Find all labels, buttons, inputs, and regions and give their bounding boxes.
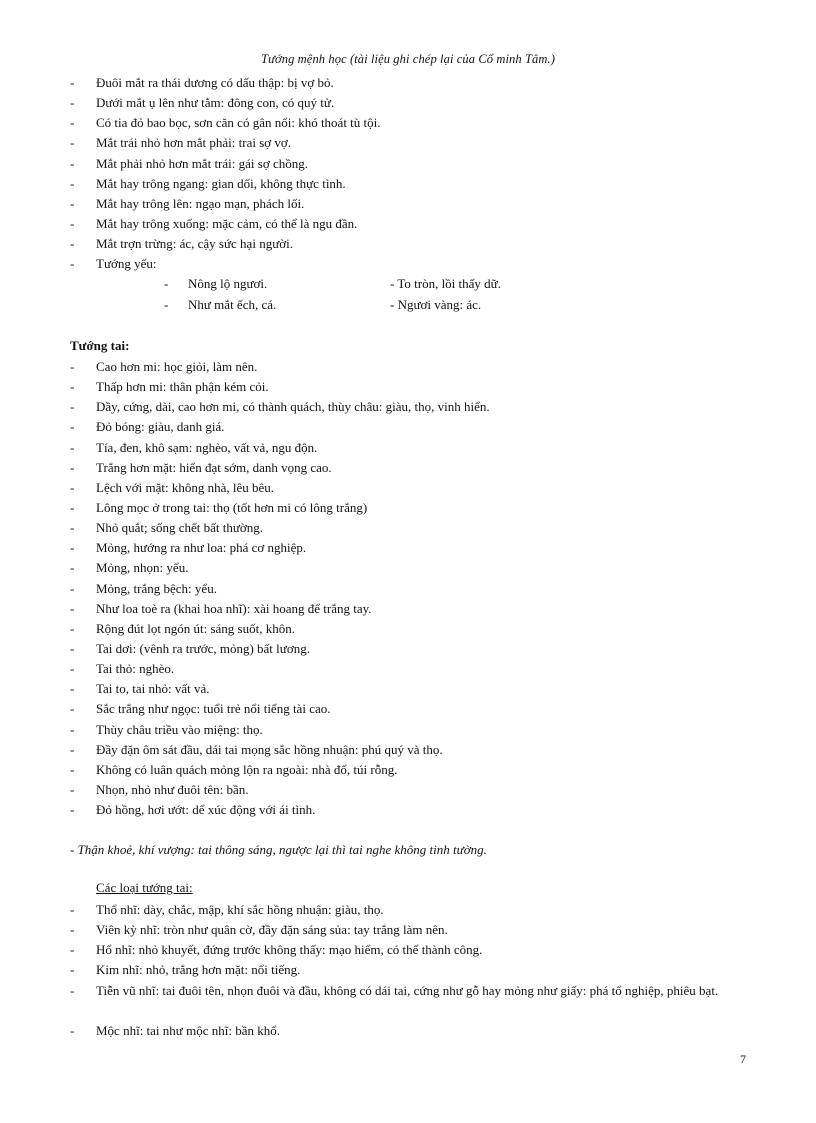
list-item	[0, 518, 816, 538]
bullet-dash: -	[70, 479, 75, 495]
list-item	[0, 458, 816, 478]
list-item	[0, 780, 816, 800]
bullet-dash: -	[70, 962, 75, 978]
bullet-dash: -	[70, 459, 75, 475]
weak-sign-row	[0, 295, 816, 315]
list-item-text: Mắt hay trông ngang: gian dối, không thực tình.	[96, 175, 346, 191]
list-item-text: Kim nhĩ: nhỏ, trắng hơn mặt: nổi tiếng.	[96, 962, 301, 978]
list-item	[0, 93, 816, 113]
bullet-dash: -	[164, 296, 169, 312]
bullet-dash: -	[70, 922, 75, 938]
list-item-text: Nhỏ quắt; sống chết bất thường.	[96, 520, 264, 536]
ears-section-heading: Tướng tai:	[70, 338, 130, 353]
kidney-note: - Thận khoẻ, khí vượng: tai thông sáng, ngược lại thì tai nghe không tinh tường.	[70, 842, 487, 857]
list-item-text: Rộng đút lọt ngón út: sáng suốt, khôn.	[96, 620, 295, 636]
list-item	[0, 397, 816, 417]
bullet-dash: -	[70, 399, 75, 415]
list-item-text: Tai to, tai nhỏ: vất vả.	[96, 681, 210, 697]
list-item	[0, 720, 816, 740]
bullet-dash: -	[70, 781, 75, 797]
bullet-dash: -	[70, 195, 75, 211]
list-item-text: Thổ nhĩ: dày, chắc, mập, khí sắc hồng nhuận: giàu, thọ.	[96, 902, 384, 917]
list-item-text: Mỏng, trắng bệch: yểu.	[96, 580, 217, 596]
list-item	[0, 699, 816, 719]
bullet-dash: -	[70, 600, 75, 616]
list-item-text: Tướng yếu:	[96, 256, 157, 272]
list-item	[0, 960, 816, 980]
list-item	[0, 981, 816, 1021]
list-item	[0, 113, 816, 133]
page-number: 7	[740, 1052, 746, 1066]
list-item	[0, 377, 816, 397]
list-item-text: Thùy châu triều vào miệng: thọ.	[96, 721, 263, 737]
bullet-dash: -	[70, 520, 75, 536]
list-item-text: Mắt trái nhỏ hơn mắt phải: trai sợ vợ.	[96, 135, 292, 151]
list-item-text: Đỏ hồng, hơi ướt: dể xúc động với ái tình.	[96, 802, 316, 818]
list-item-text: Tiễn vũ nhĩ: tai đuôi tên, nhọn đuôi và đầu, không có dái tai, cứng như gỗ hay mỏng như giấy: phá tổ nghiệp, phiêu bạt.	[96, 982, 719, 998]
bullet-dash: -	[70, 215, 75, 231]
bullet-dash: -	[70, 802, 75, 818]
bullet-dash: -	[70, 419, 75, 435]
bullet-dash: -	[70, 155, 75, 171]
list-item	[0, 639, 816, 659]
bullet-dash: -	[70, 761, 75, 777]
bullet-dash: -	[70, 175, 75, 191]
list-item-text: Dầy, cứng, dài, cao hơn mi, có thành quách, thùy châu: giàu, thọ, vinh hiển.	[96, 399, 490, 415]
list-item-text: Mỏng, nhọn: yểu.	[96, 560, 189, 576]
bullet-dash: -	[70, 379, 75, 395]
list-item	[0, 438, 816, 458]
eye-traits-list	[0, 73, 816, 315]
ear-types-list	[0, 900, 816, 1041]
ear-traits-list	[0, 357, 816, 820]
list-item-text: Như loa toè ra (khai hoa nhĩ): xài hoang để trắng tay.	[96, 600, 372, 616]
bullet-dash: -	[70, 236, 75, 252]
weak-sign-right: - Ngươi vàng: ác.	[390, 296, 482, 312]
bullet-dash: -	[70, 902, 75, 917]
list-item	[0, 214, 816, 234]
bullet-dash: -	[70, 620, 75, 636]
list-item-text: Không có luân quách mỏng lộn ra ngoài: nhà đổ, túi rỗng.	[96, 761, 398, 777]
list-item-text: Mắt hay trông lên: ngạo mạn, phách lối.	[96, 195, 305, 211]
list-item-text: Tai dơi: (vênh ra trước, mỏng) bất lương.	[96, 640, 310, 656]
list-item-text: Mắt trợn trừng: ác, cậy sức hại người.	[96, 236, 293, 252]
list-item-text: Cao hơn mi: học giỏi, làm nên.	[96, 359, 258, 374]
bullet-dash: -	[70, 560, 75, 576]
list-item-text: Tai thỏ: nghèo.	[96, 661, 175, 677]
list-item-text: Đuôi mắt ra thái dương có dấu thập: bị vợ bỏ.	[96, 75, 334, 90]
bullet-dash: -	[70, 661, 75, 677]
bullet-dash: -	[164, 276, 169, 292]
bullet-dash: -	[70, 439, 75, 455]
weak-sign-right: - To tròn, lồi thấy dữ.	[390, 276, 501, 292]
list-item-text: Mắt hay trông xuống: mặc cảm, có thể là ngu đần.	[96, 215, 358, 231]
list-item-text: Lông mọc ở trong tai: thọ (tốt hơn mi có lông trắng)	[96, 499, 368, 515]
bullet-dash: -	[70, 499, 75, 515]
bullet-dash: -	[70, 580, 75, 596]
list-item-text: Mộc nhĩ: tai như mộc nhĩ: bần khổ.	[96, 1022, 280, 1038]
bullet-dash: -	[70, 95, 75, 111]
list-item-text: Mỏng, hướng ra như loa: phá cơ nghiệp.	[96, 540, 307, 556]
list-item	[0, 579, 816, 599]
list-item-text: Có tia đỏ bao bọc, sơn căn có gân nổi: khó thoát tù tội.	[96, 115, 381, 131]
bullet-dash: -	[70, 721, 75, 737]
list-item	[0, 478, 816, 498]
list-item	[0, 800, 816, 820]
bullet-dash: -	[70, 256, 75, 272]
list-item-text: Nhọn, nhỏ như đuôi tên: bần.	[96, 781, 249, 797]
list-item	[0, 194, 816, 214]
list-item	[0, 234, 816, 254]
list-item	[0, 1021, 816, 1041]
bullet-dash: -	[70, 640, 75, 656]
list-item	[0, 900, 816, 920]
bullet-dash: -	[70, 75, 75, 90]
weak-sign-left: Nông lộ ngươi.	[188, 276, 268, 292]
list-item	[0, 538, 816, 558]
bullet-dash: -	[70, 359, 75, 374]
weak-sign-left: Như mắt ếch, cá.	[188, 296, 277, 312]
list-item	[0, 254, 816, 274]
list-item	[0, 154, 816, 174]
list-item	[0, 357, 816, 377]
list-item-text: Sắc trắng như ngọc: tuổi trẻ nổi tiếng tài cao.	[96, 701, 331, 717]
list-item	[0, 599, 816, 619]
list-item-text: Đỏ bóng: giàu, danh giá.	[96, 419, 225, 435]
list-item-text: Dưới mắt ụ lên như tằm: đông con, có quý tử.	[96, 95, 335, 111]
list-item-text: Tía, đen, khô sạm: nghèo, vất vả, ngu độn.	[96, 439, 318, 455]
list-item	[0, 679, 816, 699]
list-item-text: Lệch với mặt: không nhà, lêu bêu.	[96, 479, 274, 495]
bullet-dash: -	[70, 681, 75, 697]
bullet-dash: -	[70, 1022, 75, 1038]
bullet-dash: -	[70, 115, 75, 131]
list-item	[0, 498, 816, 518]
bullet-dash: -	[70, 135, 75, 151]
list-item-text: Mắt phải nhỏ hơn mắt trái: gái sợ chồng.	[96, 155, 308, 171]
ear-types-heading: Các loại tướng tai:	[96, 880, 193, 895]
list-item-text: Đầy đặn ôm sát đầu, dái tai mọng sắc hồng nhuận: phú quý và thọ.	[96, 741, 443, 757]
list-item	[0, 417, 816, 437]
list-item-text: Thấp hơn mi: thân phận kém cỏi.	[96, 379, 269, 395]
bullet-dash: -	[70, 942, 75, 958]
page-header: Tướng mệnh học (tài liệu ghi chép lại của Cổ minh Tâm.)	[261, 52, 555, 66]
list-item	[0, 558, 816, 578]
list-item	[0, 740, 816, 760]
bullet-dash: -	[70, 540, 75, 556]
list-item	[0, 920, 816, 940]
list-item	[0, 659, 816, 679]
bullet-dash: -	[70, 701, 75, 717]
list-item	[0, 760, 816, 780]
list-item-text: Trắng hơn mặt: hiển đạt sớm, danh vọng cao.	[96, 459, 332, 475]
list-item	[0, 73, 816, 93]
list-item	[0, 174, 816, 194]
list-item-text: Hổ nhĩ: nhỏ khuyết, đứng trước không thấy: mạo hiểm, có thể thành công.	[96, 942, 483, 958]
bullet-dash: -	[70, 741, 75, 757]
list-item-text: Viên kỳ nhĩ: tròn như quân cờ, đầy đặn sáng sủa: tay trắng làm nên.	[96, 922, 448, 938]
weak-sign-row	[0, 274, 816, 294]
list-item	[0, 619, 816, 639]
list-item	[0, 940, 816, 960]
list-item	[0, 133, 816, 153]
bullet-dash: -	[70, 982, 75, 998]
